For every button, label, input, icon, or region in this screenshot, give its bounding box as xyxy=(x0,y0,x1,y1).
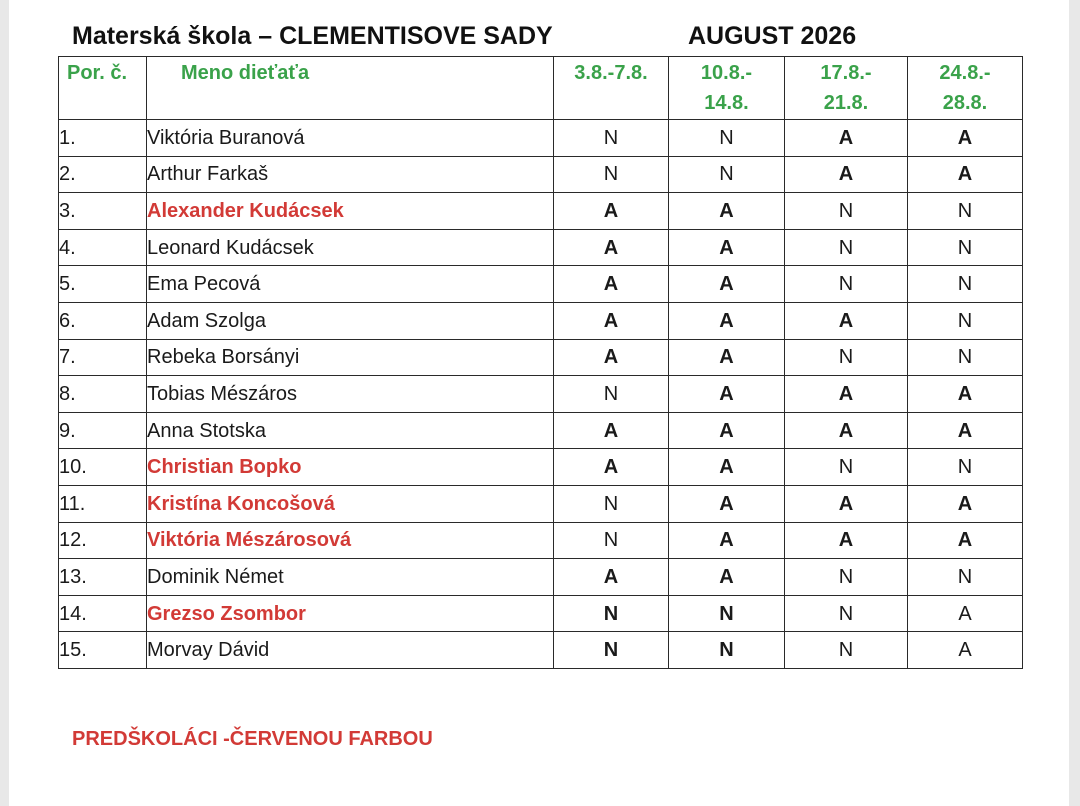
child-name: Tobias Mészáros xyxy=(147,376,554,413)
row-number: 11. xyxy=(59,485,147,522)
attendance-week-4: A xyxy=(908,120,1023,157)
attendance-week-2: A xyxy=(669,266,785,303)
child-name: Adam Szolga xyxy=(147,302,554,339)
week-3-line-1: 17.8.- xyxy=(820,62,872,84)
attendance-week-2: N xyxy=(669,120,785,157)
table-row xyxy=(59,156,1023,193)
week-3-line-2: 21.8. xyxy=(823,92,869,114)
week-2-line-1: 10.8.- xyxy=(700,62,753,84)
attendance-week-3: A xyxy=(785,485,908,522)
table-row xyxy=(59,632,1023,669)
attendance-week-4: A xyxy=(908,632,1023,669)
document-header xyxy=(72,22,972,56)
table-row xyxy=(59,485,1023,522)
attendance-week-1: N xyxy=(554,522,669,559)
table-row xyxy=(59,266,1023,303)
document-month: AUGUST 2026 xyxy=(688,22,857,50)
table-row xyxy=(59,376,1023,413)
row-number: 5. xyxy=(59,266,147,303)
attendance-week-1: N xyxy=(554,156,669,193)
attendance-week-2: A xyxy=(669,522,785,559)
column-header-name: Meno dieťaťa xyxy=(147,57,554,120)
table-row xyxy=(59,339,1023,376)
attendance-week-1: A xyxy=(554,559,669,596)
attendance-week-1: A xyxy=(554,193,669,230)
attendance-week-4: A xyxy=(908,522,1023,559)
child-name: Leonard Kudácsek xyxy=(147,229,554,266)
attendance-week-3: N xyxy=(785,595,908,632)
child-name: Arthur Farkaš xyxy=(147,156,554,193)
attendance-week-4: A xyxy=(908,595,1023,632)
row-number: 13. xyxy=(59,559,147,596)
child-name-preschool: Grezso Zsombor xyxy=(147,595,554,632)
page-margin-right xyxy=(1069,0,1080,806)
child-name-preschool: Alexander Kudácsek xyxy=(147,193,554,230)
attendance-week-1: N xyxy=(554,376,669,413)
column-header-week-3 xyxy=(785,57,908,120)
attendance-week-2: N xyxy=(669,156,785,193)
attendance-week-1: A xyxy=(554,302,669,339)
attendance-week-4: A xyxy=(908,376,1023,413)
attendance-week-2: A xyxy=(669,485,785,522)
table-row xyxy=(59,412,1023,449)
attendance-week-2: N xyxy=(669,632,785,669)
row-number: 4. xyxy=(59,229,147,266)
column-header-week-2 xyxy=(669,57,785,120)
column-header-number: Por. č. xyxy=(59,57,147,120)
attendance-week-4: A xyxy=(908,156,1023,193)
child-name-preschool: Christian Bopko xyxy=(147,449,554,486)
child-name: Dominik Német xyxy=(147,559,554,596)
table-row xyxy=(59,193,1023,230)
child-name: Morvay Dávid xyxy=(147,632,554,669)
child-name: Rebeka Borsányi xyxy=(147,339,554,376)
attendance-week-1: A xyxy=(554,449,669,486)
attendance-week-4: N xyxy=(908,229,1023,266)
attendance-week-2: A xyxy=(669,412,785,449)
attendance-week-1: A xyxy=(554,339,669,376)
table-row xyxy=(59,449,1023,486)
attendance-week-3: N xyxy=(785,193,908,230)
attendance-week-3: N xyxy=(785,559,908,596)
attendance-week-1: A xyxy=(554,229,669,266)
row-number: 6. xyxy=(59,302,147,339)
row-number: 3. xyxy=(59,193,147,230)
child-name-preschool: Kristína Koncošová xyxy=(147,485,554,522)
attendance-week-2: A xyxy=(669,559,785,596)
row-number: 7. xyxy=(59,339,147,376)
attendance-week-4: A xyxy=(908,412,1023,449)
row-number: 1. xyxy=(59,120,147,157)
attendance-week-3: A xyxy=(785,376,908,413)
attendance-table xyxy=(58,56,1023,669)
table-row xyxy=(59,559,1023,596)
column-header-week-4 xyxy=(908,57,1023,120)
attendance-week-1: A xyxy=(554,266,669,303)
attendance-week-3: A xyxy=(785,302,908,339)
attendance-week-4: A xyxy=(908,485,1023,522)
row-number: 9. xyxy=(59,412,147,449)
row-number: 14. xyxy=(59,595,147,632)
week-4-line-2: 28.8. xyxy=(942,92,988,114)
child-name: Viktória Buranová xyxy=(147,120,554,157)
row-number: 8. xyxy=(59,376,147,413)
page-margin-left xyxy=(0,0,9,806)
attendance-week-4: N xyxy=(908,449,1023,486)
attendance-week-1: A xyxy=(554,412,669,449)
attendance-week-2: A xyxy=(669,193,785,230)
table-row xyxy=(59,595,1023,632)
attendance-week-2: A xyxy=(669,302,785,339)
child-name: Ema Pecová xyxy=(147,266,554,303)
attendance-week-3: A xyxy=(785,412,908,449)
attendance-week-2: A xyxy=(669,339,785,376)
attendance-week-4: N xyxy=(908,339,1023,376)
attendance-week-3: N xyxy=(785,449,908,486)
child-name: Anna Stotska xyxy=(147,412,554,449)
attendance-week-2: N xyxy=(669,595,785,632)
row-number: 15. xyxy=(59,632,147,669)
table-row xyxy=(59,522,1023,559)
attendance-week-3: N xyxy=(785,229,908,266)
row-number: 2. xyxy=(59,156,147,193)
attendance-week-3: N xyxy=(785,632,908,669)
table-row xyxy=(59,302,1023,339)
child-name-preschool: Viktória Mészárosová xyxy=(147,522,554,559)
column-header-week-1 xyxy=(554,57,669,120)
attendance-week-1: N xyxy=(554,632,669,669)
attendance-week-4: N xyxy=(908,266,1023,303)
week-1-line-1: 3.8.-7.8. xyxy=(574,62,648,84)
row-number: 10. xyxy=(59,449,147,486)
attendance-week-3: N xyxy=(785,339,908,376)
attendance-week-1: N xyxy=(554,120,669,157)
attendance-week-2: A xyxy=(669,449,785,486)
attendance-week-3: N xyxy=(785,266,908,303)
preschool-legend: PREDŠKOLÁCI -ČERVENOU FARBOU xyxy=(72,728,433,750)
table-row xyxy=(59,229,1023,266)
table-header-row xyxy=(59,57,1023,120)
attendance-week-1: N xyxy=(554,485,669,522)
attendance-week-1: N xyxy=(554,595,669,632)
attendance-week-3: A xyxy=(785,156,908,193)
week-2-line-2: 14.8. xyxy=(704,92,749,114)
table-body xyxy=(59,120,1023,669)
row-number: 12. xyxy=(59,522,147,559)
week-4-line-1: 24.8.- xyxy=(939,62,991,84)
attendance-week-4: N xyxy=(908,302,1023,339)
attendance-week-3: A xyxy=(785,120,908,157)
document-title: Materská škola – CLEMENTISOVE SADY xyxy=(72,22,553,50)
attendance-week-4: N xyxy=(908,559,1023,596)
attendance-week-4: N xyxy=(908,193,1023,230)
attendance-week-3: A xyxy=(785,522,908,559)
attendance-week-2: A xyxy=(669,376,785,413)
attendance-week-2: A xyxy=(669,229,785,266)
table-row xyxy=(59,120,1023,157)
